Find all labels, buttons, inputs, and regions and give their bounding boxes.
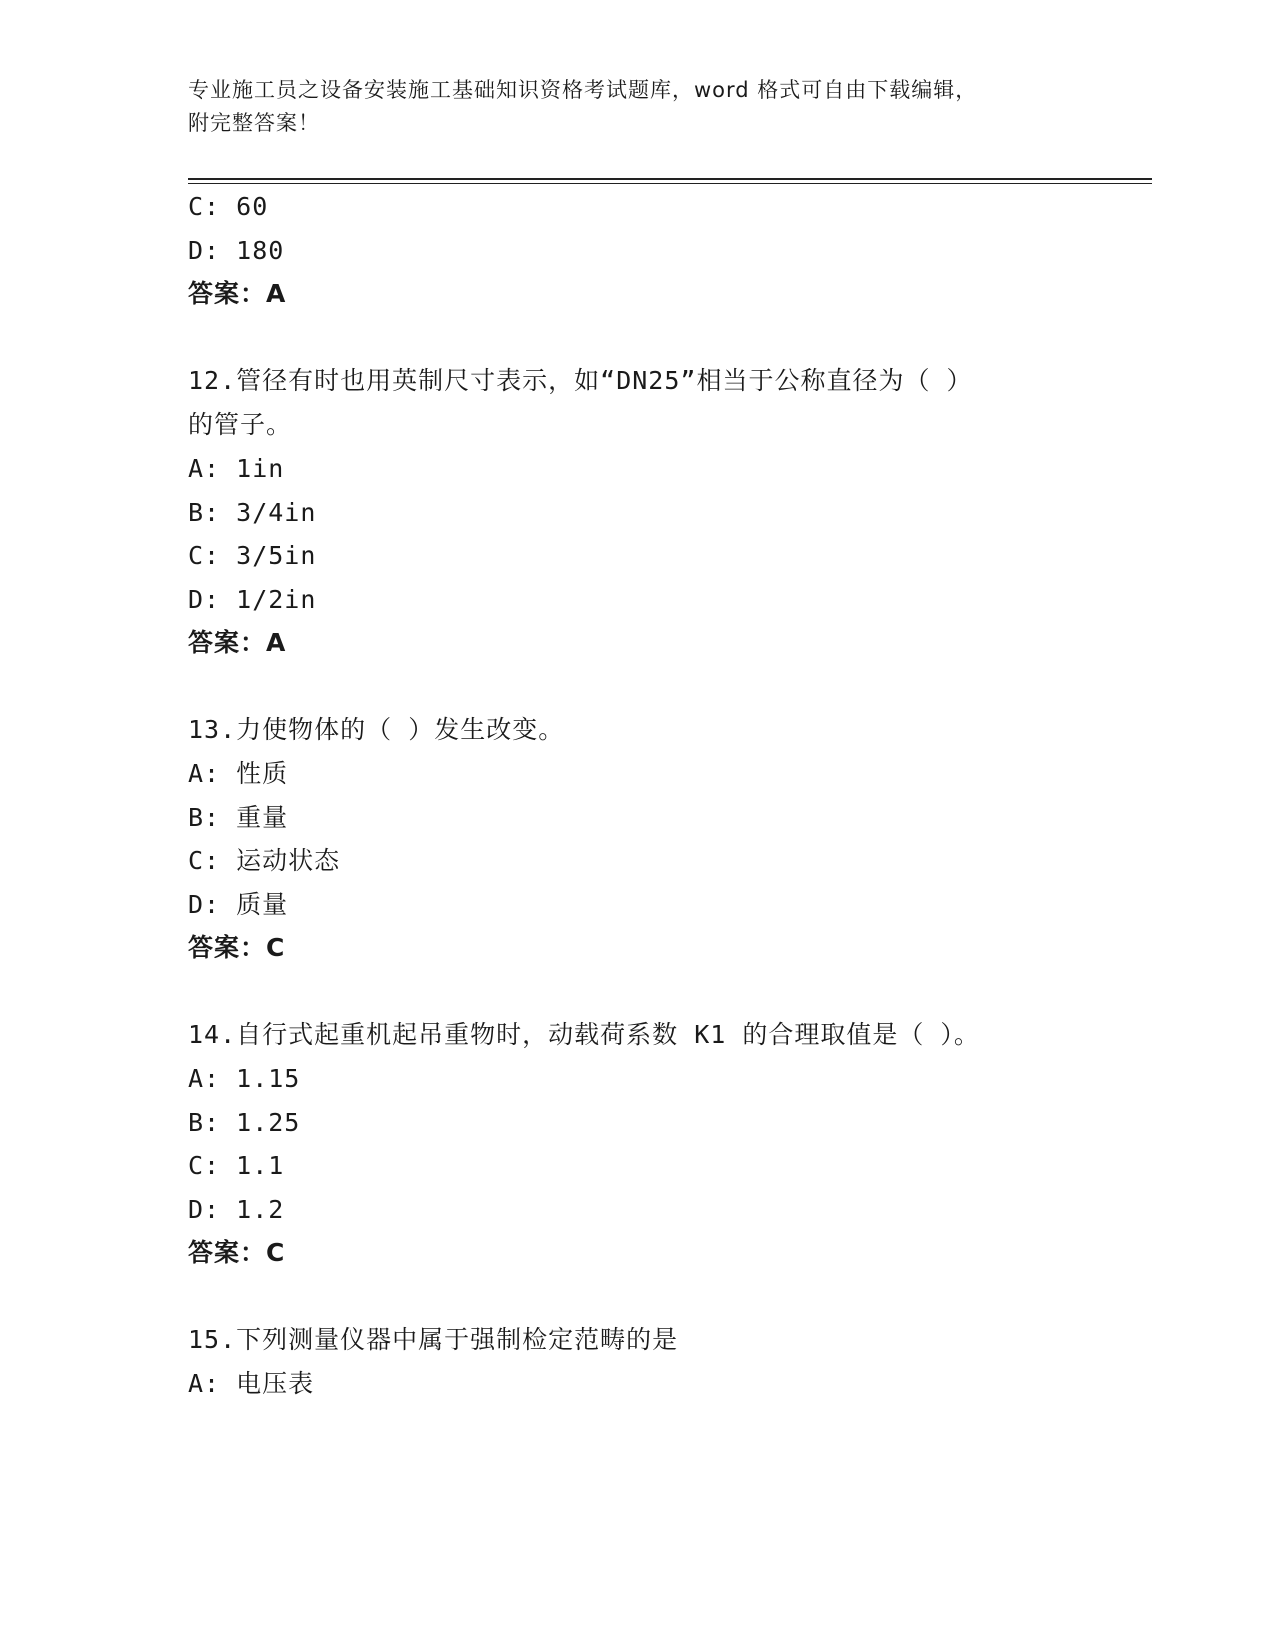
q15-option-a: A: 电压表: [188, 1369, 315, 1398]
q15-stem: 15.下列测量仪器中属于强制检定范畴的是: [188, 1325, 679, 1354]
q12-stem-line-1: 12.管径有时也用英制尺寸表示，如“DN25”相当于公称直径为（ ）: [188, 366, 973, 395]
q13-answer: 答案：C: [188, 933, 286, 962]
q14-option-b: B: 1.25: [188, 1108, 301, 1137]
header-line-1: 专业施工员之设备安装施工基础知识资格考试题库，word 格式可自由下载编辑，: [188, 78, 978, 102]
q13-option-c: C: 运动状态: [188, 846, 341, 875]
q14-option-a: A: 1.15: [188, 1064, 301, 1093]
q12-answer: 答案：A: [188, 628, 287, 657]
q12-option-d: D: 1/2in: [188, 585, 317, 614]
q13-option-a: A: 性质: [188, 759, 289, 788]
q14-option-d: D: 1.2: [188, 1195, 285, 1224]
header-divider-thick: [188, 178, 1152, 180]
q14-option-c: C: 1.1: [188, 1151, 285, 1180]
q12-option-b: B: 3/4in: [188, 498, 317, 527]
q11-option-d: D: 180: [188, 236, 285, 265]
q12-stem-line-2: 的管子。: [188, 410, 293, 439]
q13-stem: 13.力使物体的（ ）发生改变。: [188, 715, 565, 744]
q14-stem: 14.自行式起重机起吊重物时，动载荷系数 K1 的合理取值是（ ）。: [188, 1020, 980, 1049]
q12-option-a: A: 1in: [188, 454, 285, 483]
q13-option-d: D: 质量: [188, 890, 289, 919]
header-divider-thin: [188, 183, 1152, 184]
q11-answer: 答案：A: [188, 279, 287, 308]
q13-option-b: B: 重量: [188, 803, 289, 832]
document-header: [188, 74, 1068, 140]
q11-option-c: C: 60: [188, 192, 269, 221]
q14-answer: 答案：C: [188, 1238, 286, 1267]
header-line-2: 附完整答案！: [188, 111, 320, 135]
q12-option-c: C: 3/5in: [188, 541, 317, 570]
